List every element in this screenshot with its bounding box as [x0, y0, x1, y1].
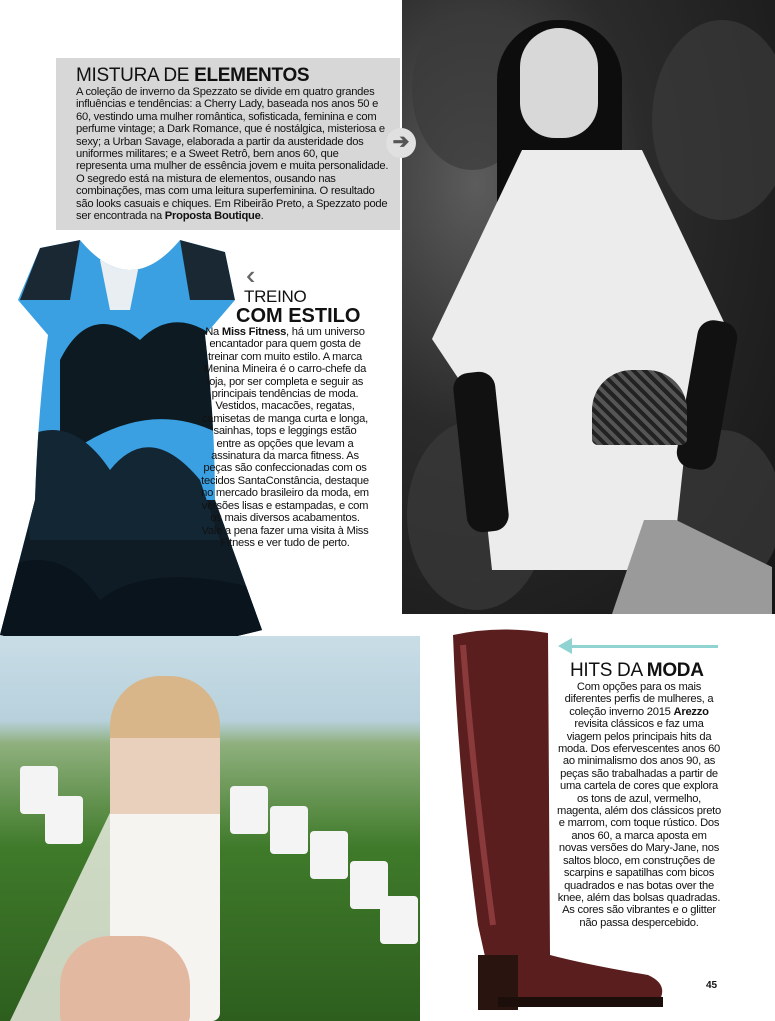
hits-title: HITS DA MODA: [570, 660, 704, 681]
model-photo: [402, 0, 775, 614]
double-chevron-left-icon: ‹‹: [246, 260, 248, 290]
treino-title: TREINO: [244, 287, 307, 306]
page-number: 45: [706, 980, 718, 991]
hits-body: Com opções para os mais diferentes perfis de mulheres, a coleção inverno 2015 Arezzo revisita clássicos e faz uma viagem pelos principais hits da moda. Dos efervescentes anos 60 ao minimalismo dos anos 90, as peças são trabalhadas a partir de uma cartela de cores que explora os tons de azul, vermelho, magenta, além dos clássicos preto e marrom, com toque rústico. Dos anos 60, a marca aposta em novas versões do Mary-Jane, nos saltos bloco, em construções de scarpins e sapatilhas com bicos quadrados e nas botas over the knee, além das bolsas quadradas. As cores são vibrantes e o glitter não passa despercebido.: [557, 681, 721, 929]
mistura-body: A coleção de inverno da Spezzato se divide em quatro grandes influências e tendências: a Cherry Lady, baseada nos anos 50 e 60, vestindo uma mulher romântica, sofisticada, feminina e com perfume vintage; a Dark Romance, que é nostálgica, misteriosa e sexy; a Urban Savage, elaborada a partir da austeridade dos uniformes militares; e a Sweet Retrô, bem anos 60, que representa uma mulher de essência jovem e muita personalidade. O segredo está na mistura de elementos, ousando nas combinações, mas com uma leitura superfeminina. O resultado são looks casuais e chiques. Em Ribeirão Preto, a Spezzato pode ser encontrada na Proposta Boutique.: [76, 86, 389, 223]
wedding-photo: [0, 636, 420, 1021]
mistura-title: MISTURA DE ELEMENTOS: [76, 65, 310, 86]
arrow-line: [570, 645, 718, 648]
mistura-panel: [56, 58, 400, 230]
arrow-right-icon: ➔: [386, 128, 416, 158]
treino-body: Na Miss Fitness, há um universo encantador para quem gosta de treinar com muito estilo. A marca Menina Mineira é o carro-chefe da loja, por ser completa e seguir as principais tendências de moda. Vestidos, macacões, regatas, camisetas de manga curta e longa, sainhas, tops e leggings estão entre as opções que levam a assinatura da marca fitness. As peças são confeccionadas com os tecidos SantaConstância, destaque no mercado brasileiro da moda, em versões lisas e estampadas, e com os mais diversos acabamentos. Vale a pena fazer uma visita à Miss Fitness e ver tudo de perto.: [201, 326, 369, 549]
treino-subtitle: COM ESTILO: [236, 305, 361, 327]
clutch-bag: [592, 370, 687, 445]
